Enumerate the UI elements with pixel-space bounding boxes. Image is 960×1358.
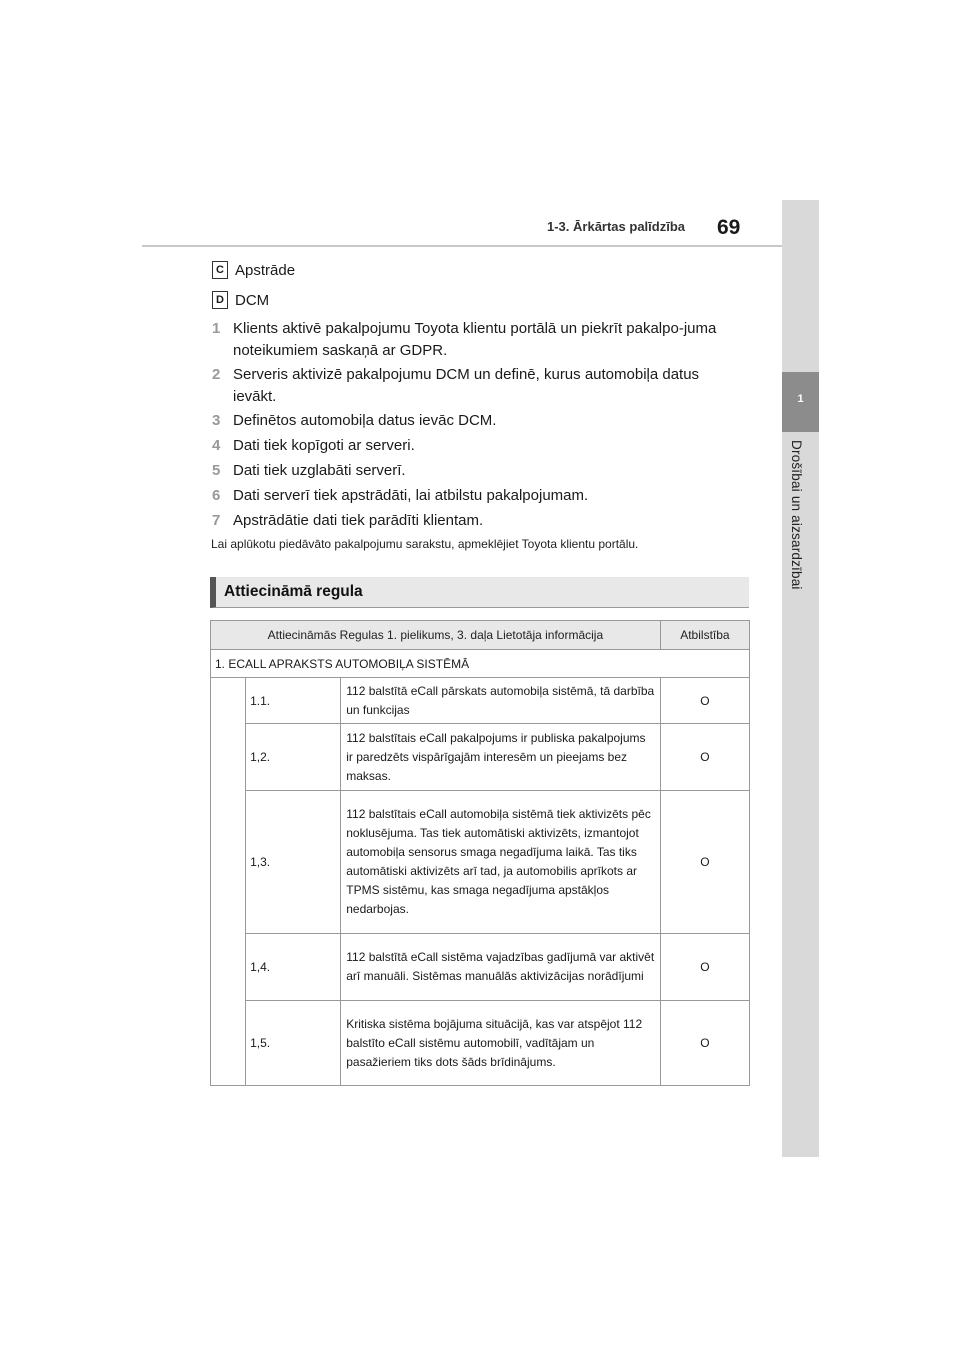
legend-text: Apstrāde bbox=[235, 261, 296, 279]
table-header-info: Attiecināmās Regulas 1. pielikums, 3. daļa Lietotāja informācija bbox=[211, 621, 661, 650]
chapter-number: 1 bbox=[797, 393, 804, 405]
section-header-title: 1-3. Ārkārtas palīdzība bbox=[547, 219, 685, 234]
row-description: Kritiska sistēma bojājuma situācijā, kas var atspējot 112 balstīto eCall sistēmu automobilī, vadītājam un pasažieriem tiks dots šāds brīdinājums. bbox=[341, 1001, 661, 1086]
table-header-compliance: Atbilstība bbox=[660, 621, 749, 650]
table-header-row bbox=[211, 621, 750, 650]
row-compliance: O bbox=[660, 934, 749, 1001]
step-number: 6 bbox=[212, 487, 221, 504]
row-compliance: O bbox=[660, 678, 749, 724]
row-compliance: O bbox=[660, 791, 749, 934]
step-number: 5 bbox=[212, 462, 221, 479]
row-compliance: O bbox=[660, 1001, 749, 1086]
step-number: 4 bbox=[212, 437, 221, 454]
step-number: 7 bbox=[212, 512, 221, 529]
side-tab bbox=[782, 200, 819, 1157]
step-text: Definētos automobiļa datus ievāc DCM. bbox=[233, 412, 497, 429]
row-number: 1.1. bbox=[246, 678, 341, 724]
row-number: 1,4. bbox=[246, 934, 341, 1001]
step-number: 2 bbox=[212, 366, 221, 383]
section-title: Attiecināmā regula bbox=[224, 583, 363, 600]
row-description: 112 balstītais eCall pakalpojums ir publiska pakalpojums ir paredzēts vispārīgajām interesēm un pieejams bez maksas. bbox=[341, 724, 661, 791]
row-number: 1,5. bbox=[246, 1001, 341, 1086]
table-row bbox=[211, 791, 750, 934]
table-row bbox=[211, 678, 750, 724]
table-group-title: 1. ECALL APRAKSTS AUTOMOBIĻA SISTĒMĀ bbox=[211, 650, 750, 678]
step-text: Dati tiek uzglabāti serverī. bbox=[233, 462, 406, 479]
page-number: 69 bbox=[717, 216, 741, 239]
step-2 bbox=[212, 364, 742, 408]
step-text: Apstrādātie dati tiek parādīti klientam. bbox=[233, 512, 484, 529]
table-row bbox=[211, 934, 750, 1001]
legend-item-c bbox=[212, 261, 295, 279]
step-3 bbox=[212, 410, 742, 432]
legend-text: DCM bbox=[235, 291, 270, 309]
regulation-table bbox=[210, 620, 750, 1086]
table-row bbox=[211, 1001, 750, 1086]
step-text: Klients aktivē pakalpojumu Toyota klientu portālā un piekrīt pakalpo-juma noteikumiem saskaņā ar GDPR. bbox=[233, 320, 717, 359]
note-text: Lai aplūkotu piedāvāto pakalpojumu sarakstu, apmeklējiet Toyota klientu portālu. bbox=[211, 537, 639, 551]
step-4 bbox=[212, 435, 742, 457]
step-7 bbox=[212, 510, 742, 532]
row-compliance: O bbox=[660, 724, 749, 791]
step-text: Dati tiek kopīgoti ar serveri. bbox=[233, 437, 415, 454]
row-number: 1,2. bbox=[246, 724, 341, 791]
header-rule bbox=[142, 245, 782, 247]
table-group-row bbox=[211, 650, 750, 678]
legend-letter-box: C bbox=[212, 261, 228, 279]
step-number: 1 bbox=[212, 320, 221, 337]
chapter-label: Drošībai un aizsardzībai bbox=[789, 440, 804, 590]
row-description: 112 balstītais eCall automobiļa sistēmā tiek aktivizēts pēc noklusējuma. Tas tiek automātiski aktivizēts, izmantojot automobiļa sensorus smaga negadījuma laikā. Tas tiks automātiski aktivizēts arī tad, ja automobilis aprīkots ar TPMS sistēmu, kas smaga negadījuma apstākļos nedarbojas. bbox=[341, 791, 661, 934]
step-5 bbox=[212, 460, 742, 482]
section-heading bbox=[210, 577, 749, 608]
legend-letter-box: D bbox=[212, 291, 228, 309]
row-description: 112 balstītā eCall sistēma vajadzības gadījumā var aktivēt arī manuāli. Sistēmas manuālās aktivizācijas norādījumi bbox=[341, 934, 661, 1001]
row-number: 1,3. bbox=[246, 791, 341, 934]
row-description: 112 balstītā eCall pārskats automobiļa sistēmā, tā darbība un funkcijas bbox=[341, 678, 661, 724]
legend-item-d bbox=[212, 291, 269, 309]
step-1 bbox=[212, 318, 742, 362]
table-indent-cell bbox=[211, 678, 246, 1086]
step-number: 3 bbox=[212, 412, 221, 429]
step-text: Serveris aktivizē pakalpojumu DCM un definē, kurus automobiļa datus ievākt. bbox=[233, 366, 700, 405]
table-row bbox=[211, 724, 750, 791]
step-6 bbox=[212, 485, 742, 507]
step-text: Dati serverī tiek apstrādāti, lai atbilstu pakalpojumam. bbox=[233, 487, 589, 504]
